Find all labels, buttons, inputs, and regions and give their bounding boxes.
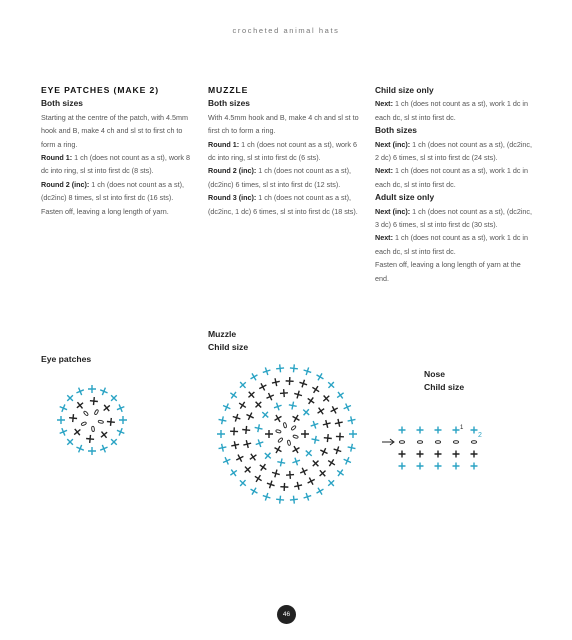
stitch-symbol: [310, 384, 321, 395]
chain-symbol: [471, 441, 476, 444]
chain-symbol: [278, 437, 284, 442]
stitch-symbol: [291, 413, 302, 424]
stitch-symbol: [262, 450, 273, 461]
eye-patches-fasten: Fasten off, leaving a long length of yarn.: [41, 206, 169, 216]
stitch-symbol: [249, 371, 260, 382]
stitch-symbol: [280, 483, 288, 491]
stitch-symbol: [271, 377, 281, 387]
stitch-symbol: [311, 435, 320, 444]
stitch-symbol: [271, 469, 281, 479]
stitch-symbol: [273, 413, 284, 424]
stitch-symbol: [335, 467, 346, 478]
eye-patch-crochet-chart: [52, 380, 142, 460]
stitch-symbol: [115, 403, 125, 413]
stitch-symbol: [57, 416, 65, 424]
adult-fasten: Fasten off, leaving a long length of yarn at the end.: [375, 260, 521, 283]
next-text: 1 ch (does not count as a st), work 1 dc in each dc, sl st into first dc.: [375, 166, 529, 189]
stitch-symbol: [98, 429, 109, 440]
chain-symbol: [287, 440, 291, 446]
stitch-symbol: [88, 447, 96, 455]
eye-patches-heading: EYE PATCHES (MAKE 2): [41, 85, 159, 95]
chain-symbol: [453, 441, 458, 444]
stitch-symbol: [310, 458, 321, 469]
stitch-symbol: [290, 495, 299, 504]
stitch-symbol: [276, 364, 285, 373]
stitch-symbol: [242, 439, 252, 449]
stitch-symbol: [237, 477, 248, 488]
stitch-symbol: [417, 427, 424, 434]
chain-symbol: [435, 441, 440, 444]
stitch-symbol: [326, 477, 337, 488]
stitch-symbol: [453, 451, 460, 458]
stitch-symbol: [336, 432, 344, 440]
chain-symbol: [291, 425, 297, 430]
stitch-symbol: [64, 436, 75, 447]
stitch-symbol: [417, 463, 424, 470]
stitch-symbol: [58, 403, 68, 413]
stitch-symbol: [315, 405, 326, 416]
stitch-symbol: [276, 495, 285, 504]
both-next: [375, 164, 532, 191]
stitch-symbol: [234, 453, 245, 464]
stitch-symbol: [218, 416, 227, 425]
page-number: 46: [277, 605, 296, 624]
muzzle-diagram-label: Muzzle: [208, 329, 237, 339]
stitch-symbol: [293, 481, 303, 491]
muzzle-round-1: [208, 138, 363, 165]
nose-round-marker-2: 2: [478, 432, 482, 439]
muzzle-intro: With 4.5mm hook and B, make 4 ch and sl st to first ch to form a ring.: [208, 112, 359, 136]
stitch-symbol: [115, 427, 125, 437]
stitch-symbol: [435, 451, 442, 458]
chain-symbol: [91, 426, 94, 431]
stitch-symbol: [254, 438, 264, 448]
stitch-symbol: [232, 413, 242, 423]
stitch-symbol: [319, 446, 330, 457]
running-head: crocheted animal hats: [232, 26, 340, 35]
stitch-symbol: [58, 427, 68, 437]
stitch-symbol: [301, 430, 309, 438]
stitch-symbol: [273, 401, 283, 411]
stitch-symbol: [399, 463, 406, 470]
eye-patches-round-1: [41, 151, 198, 178]
stitch-symbol: [260, 409, 271, 420]
stitch-symbol: [347, 443, 356, 452]
nose-diagram-size-label: Child size: [424, 382, 465, 392]
muzzle-diagram-size-label: Child size: [208, 342, 249, 352]
size-column: [375, 84, 532, 285]
chain-symbol: [94, 409, 99, 415]
stitch-symbol: [399, 427, 406, 434]
stitch-symbol: [75, 443, 85, 453]
stitch-symbol: [228, 390, 239, 401]
stitch-symbol: [277, 458, 286, 467]
stitch-symbol: [72, 426, 83, 437]
stitch-symbol: [74, 400, 85, 411]
stitch-symbol: [237, 379, 248, 390]
round-label: Round 2 (inc):: [208, 166, 257, 176]
round-text: 1 ch (does not count as a st), work 8 dc into ring, sl st into first dc (8 sts).: [41, 153, 190, 176]
adult-next-inc: [375, 205, 532, 232]
stitch-symbol: [309, 420, 319, 430]
stitch-symbol: [107, 418, 116, 427]
stitch-symbol: [237, 400, 248, 411]
stitch-symbol: [254, 424, 263, 433]
stitch-symbol: [298, 379, 308, 389]
stitch-symbol: [291, 456, 301, 466]
next-label: Next:: [375, 233, 393, 243]
stitch-symbol: [242, 426, 251, 435]
chain-symbol: [81, 421, 87, 426]
stitch-symbol: [262, 366, 272, 376]
stitch-symbol: [253, 473, 264, 484]
round-label: Round 1:: [41, 153, 73, 163]
muzzle-subheading: Both sizes: [208, 98, 250, 109]
stitch-symbol: [248, 452, 259, 463]
muzzle-round-2: [208, 164, 363, 191]
stitch-symbol: [88, 385, 96, 393]
stitch-symbol: [218, 443, 227, 452]
stitch-symbol: [417, 451, 424, 458]
stitch-symbol: [101, 402, 112, 413]
round-text: 1 ch (does not count as a st), (dc2inc, 1 dc) 6 times, sl st into first dc (18 sts).: [208, 193, 358, 216]
next-label: Next:: [375, 166, 393, 176]
next-text: 1 ch (does not count as a st), work 1 dc in each dc, sl st into first dc.: [375, 99, 529, 122]
chain-symbol: [417, 441, 422, 444]
round-label: Round 1:: [208, 139, 240, 149]
stitch-symbol: [301, 407, 312, 418]
stitch-symbol: [317, 468, 328, 479]
stitch-symbol: [435, 427, 442, 434]
muzzle-crochet-chart: [207, 360, 367, 508]
stitch-symbol: [280, 389, 289, 398]
stitch-symbol: [302, 492, 312, 502]
round-text: 1 ch (does not count as a st), work 6 dc into ring, sl st into first dc (6 sts).: [208, 139, 357, 163]
stitch-symbol: [288, 401, 297, 410]
chain-symbol: [98, 420, 104, 424]
stitch-symbol: [453, 463, 460, 470]
both-sizes-heading: Both sizes: [375, 125, 417, 136]
stitch-symbol: [273, 444, 284, 455]
next-label: Next:: [375, 99, 393, 109]
stitch-symbol: [342, 456, 353, 467]
round-label: Round 2 (inc):: [41, 179, 90, 189]
eye-patches-round-2: [41, 178, 198, 205]
stitch-symbol: [471, 427, 478, 434]
adult-next: [375, 231, 532, 258]
start-arrow-icon: [382, 439, 394, 445]
stitch-symbol: [349, 430, 357, 438]
stitch-symbol: [290, 364, 299, 373]
next-label: Next (inc):: [375, 139, 411, 149]
round-text: 1 ch (does not count as a st), (dc2inc) 6 times, sl st into first dc (12 sts).: [208, 166, 351, 189]
stitch-symbol: [257, 381, 268, 392]
stitch-symbol: [342, 402, 353, 413]
round-label: Round 3 (inc):: [208, 193, 257, 203]
chain-symbol: [293, 435, 299, 439]
stitch-symbol: [326, 379, 337, 390]
child-next-1: [375, 97, 532, 124]
nose-diagram-label: Nose: [424, 369, 446, 379]
stitch-symbol: [108, 436, 119, 447]
chain-symbol: [399, 441, 404, 444]
stitch-symbol: [253, 399, 264, 410]
both-next-inc: [375, 138, 532, 165]
stitch-symbol: [285, 377, 293, 385]
stitch-symbol: [323, 434, 332, 443]
nose-crochet-chart: [380, 420, 495, 475]
stitch-symbol: [257, 462, 268, 473]
stitch-symbol: [242, 464, 253, 475]
muzzle-heading: MUZZLE: [208, 85, 249, 95]
stitch-symbol: [321, 393, 332, 404]
stitch-symbol: [230, 440, 240, 450]
stitch-symbol: [64, 392, 75, 403]
stitch-symbol: [262, 492, 272, 502]
stitch-symbol: [332, 445, 342, 455]
chain-symbol: [276, 429, 282, 433]
stitch-symbol: [108, 392, 119, 403]
chain-symbol: [283, 422, 287, 428]
stitch-symbol: [75, 386, 85, 396]
stitch-symbol: [322, 419, 332, 429]
stitch-symbol: [435, 463, 442, 470]
stitch-symbol: [329, 404, 340, 415]
stitch-symbol: [326, 457, 337, 468]
stitch-symbol: [315, 486, 326, 497]
stitch-symbol: [303, 448, 314, 459]
stitch-symbol: [293, 390, 303, 400]
eye-patches-subheading: Both sizes: [41, 98, 83, 109]
child-size-heading: Child size only: [375, 85, 434, 95]
next-text: 1 ch (does not count as a st), (dc2inc, 3 dc) 6 times, sl st into first dc (30 sts).: [375, 206, 533, 230]
stitch-symbol: [119, 416, 127, 424]
stitch-symbol: [399, 451, 406, 458]
stitch-symbol: [228, 467, 239, 478]
stitch-symbol: [69, 414, 78, 423]
chain-symbol: [83, 411, 88, 417]
stitch-symbol: [453, 427, 460, 434]
stitch-symbol: [299, 466, 310, 477]
stitch-symbol: [265, 430, 273, 438]
eye-patches-diagram-label: Eye patches: [41, 354, 92, 364]
stitch-symbol: [99, 386, 109, 396]
stitch-symbol: [246, 389, 257, 400]
nose-round-marker-1: 1: [460, 425, 464, 431]
round-text: 1 ch (does not count as a st), (dc2inc) 8 times, sl st into first dc (16 sts).: [41, 179, 184, 203]
stitch-symbol: [471, 451, 478, 458]
adult-size-heading: Adult size only: [375, 192, 435, 203]
stitch-symbol: [266, 479, 276, 489]
stitch-symbol: [334, 418, 344, 428]
stitch-symbol: [291, 444, 302, 455]
stitch-symbol: [265, 391, 276, 402]
stitch-symbol: [99, 443, 109, 453]
next-text: 1 ch (does not count as a st), (dc2inc, 2 dc) 6 times, sl st into first dc (24 sts).: [375, 139, 533, 163]
muzzle-column: [208, 84, 363, 218]
eye-patches-intro: Starting at the centre of the patch, with 4.5mm hook and B, make 4 ch and sl st to first ch to form a ring.: [41, 112, 189, 149]
stitch-symbol: [221, 456, 232, 467]
stitch-symbol: [335, 390, 346, 401]
stitch-symbol: [347, 416, 356, 425]
stitch-symbol: [306, 476, 317, 487]
stitch-symbol: [305, 395, 316, 406]
stitch-symbol: [90, 397, 99, 406]
stitch-symbol: [315, 371, 326, 382]
stitch-symbol: [217, 430, 225, 438]
stitch-symbol: [221, 402, 232, 413]
stitch-symbol: [86, 435, 95, 444]
stitch-symbol: [249, 486, 260, 497]
muzzle-round-3: [208, 191, 363, 218]
stitch-symbol: [230, 427, 238, 435]
stitch-symbol: [471, 463, 478, 470]
eye-patches-column: [41, 84, 198, 218]
stitch-symbol: [286, 471, 295, 480]
stitch-symbol: [245, 411, 256, 422]
stitch-symbol: [302, 366, 312, 376]
next-label: Next (inc):: [375, 206, 411, 216]
next-text: 1 ch (does not count as a st), work 1 dc in each dc, sl st into first dc.: [375, 233, 529, 256]
